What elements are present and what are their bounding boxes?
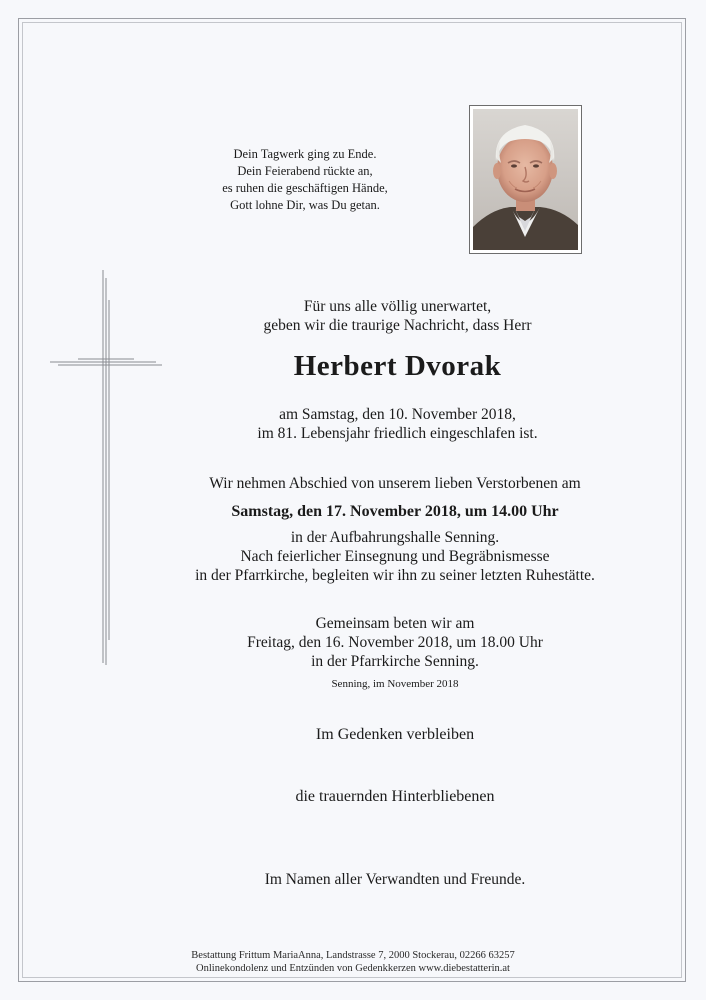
farewell-line-3: in der Aufbahrungshalle Senning. bbox=[290, 529, 500, 546]
poem-line-1: Dein Tagwerk ging zu Ende. bbox=[233, 147, 377, 161]
farewell-line-1: Wir nehmen Abschied von unserem lieben Verstorbenen am bbox=[209, 475, 581, 492]
poem-line-2: Dein Feierabend rückte an, bbox=[237, 164, 373, 178]
prayer-line-3: in der Pfarrkirche Senning. bbox=[311, 653, 479, 670]
death-line-1: am Samstag, den 10. November 2018, bbox=[279, 406, 516, 423]
farewell-line-4: Nach feierlicher Einsegnung und Begräbnismesse bbox=[240, 548, 550, 565]
farewell-line-5: in der Pfarrkirche, begleiten wir ihn zu seiner letzten Ruhestätte. bbox=[195, 567, 595, 584]
prayer-line-2: Freitag, den 16. November 2018, um 18.00 Uhr bbox=[247, 634, 543, 651]
place-date: Senning, im November 2018 bbox=[331, 678, 459, 690]
funeral-date: Samstag, den 17. November 2018, um 14.00 Uhr bbox=[231, 503, 559, 520]
closing-line-2: die trauernden Hinterbliebenen bbox=[295, 788, 495, 805]
closing-line-3: Im Namen aller Verwandten und Freunde. bbox=[264, 871, 526, 888]
poem bbox=[200, 146, 410, 214]
closing-line-1: Im Gedenken verbleiben bbox=[315, 726, 475, 743]
portrait-photo bbox=[473, 109, 578, 250]
footer-line-2: Onlinekondolenz und Entzünden von Gedenkkerzen www.diebestatterin.at bbox=[196, 963, 510, 974]
portrait-illustration bbox=[473, 109, 578, 250]
prayer-line-1: Gemeinsam beten wir am bbox=[315, 615, 475, 632]
portrait-frame bbox=[469, 105, 582, 254]
footer-line-1: Bestattung Frittum MariaAnna, Landstrasse 7, 2000 Stockerau, 02266 63257 bbox=[191, 950, 515, 961]
deceased-name: Herbert Dvorak bbox=[293, 350, 502, 382]
cross-icon bbox=[50, 270, 162, 665]
poem-line-3: es ruhen die geschäftigen Hände, bbox=[222, 181, 388, 195]
footer bbox=[0, 949, 706, 975]
intro-line-2: geben wir die traurige Nachricht, dass Herr bbox=[263, 317, 532, 334]
intro-line-1: Für uns alle völlig unerwartet, bbox=[303, 298, 492, 315]
poem-line-4: Gott lohne Dir, was Du getan. bbox=[230, 198, 380, 212]
death-line-2: im 81. Lebensjahr friedlich eingeschlafen ist. bbox=[257, 425, 538, 442]
